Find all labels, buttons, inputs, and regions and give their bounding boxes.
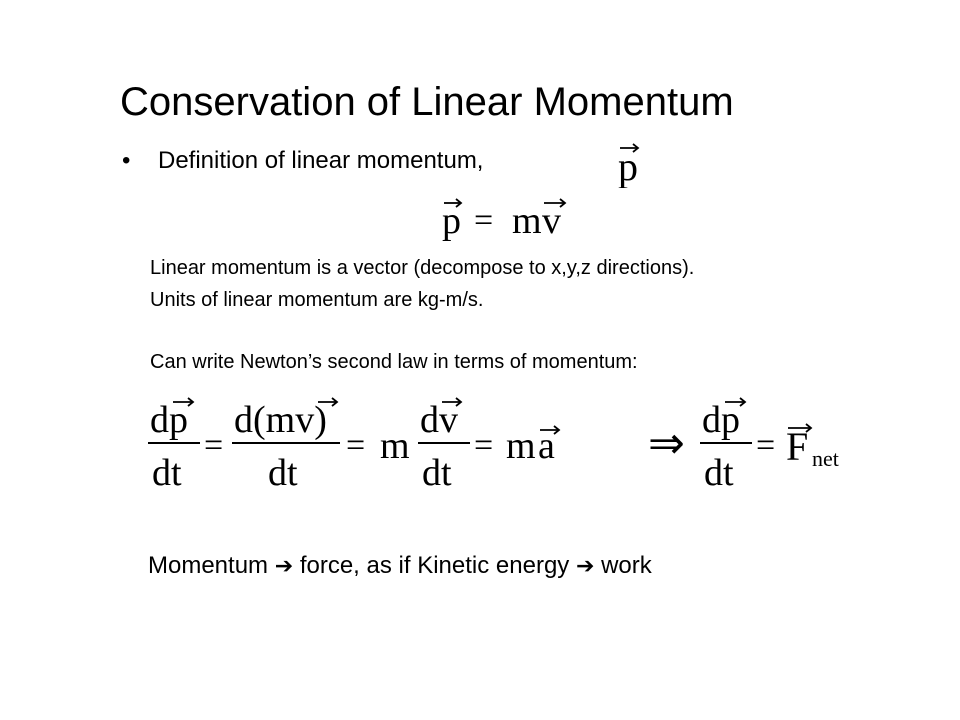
slide-title: Conservation of Linear Momentum xyxy=(120,80,734,124)
frac4-numerator: dp xyxy=(702,399,740,441)
p-symbol: p xyxy=(618,144,638,188)
footer-analogy xyxy=(148,550,652,582)
ma-a: a xyxy=(538,425,555,467)
note-newton: Can write Newton’s second law in terms of momentum: xyxy=(150,351,638,373)
eq-m: m xyxy=(512,200,542,242)
force-F: F xyxy=(786,424,809,469)
momentum-symbol xyxy=(600,138,660,188)
frac3-denominator: dt xyxy=(422,452,452,494)
footer-work: work xyxy=(601,552,652,579)
note-units: Units of linear momentum are kg-m/s. xyxy=(150,289,484,311)
frac1-denominator: dt xyxy=(152,452,182,494)
eq-lhs: p xyxy=(442,200,461,242)
frac4-denominator: dt xyxy=(704,452,734,494)
eq-v: v xyxy=(542,200,561,242)
ma-m: m xyxy=(506,425,536,467)
note-vector: Linear momentum is a vector (decompose to x,y,z directions). xyxy=(150,257,695,279)
bullet-text: Definition of linear momentum, xyxy=(158,147,484,174)
frac2-numerator: d(mv) xyxy=(234,399,327,441)
frac3-numerator: dv xyxy=(420,399,458,441)
footer-force-kinetic: force, as if Kinetic energy xyxy=(299,552,570,579)
equals-3: = xyxy=(474,427,494,464)
frac1-numerator: dp xyxy=(150,399,188,441)
footer-momentum: Momentum xyxy=(148,552,269,579)
mass-m: m xyxy=(380,425,410,467)
newton-equation xyxy=(140,390,850,500)
definition-equation xyxy=(438,195,588,245)
implies-arrow: ⇒ xyxy=(648,419,685,468)
frac2-denominator: dt xyxy=(268,452,298,494)
right-arrow-icon: ➔ xyxy=(274,553,294,578)
right-arrow-icon: ➔ xyxy=(575,553,595,578)
equals-2: = xyxy=(346,427,366,464)
force-subscript: net xyxy=(812,446,839,471)
eq-equals: = xyxy=(474,202,494,239)
equals-4: = xyxy=(756,427,776,464)
bullet-marker: • xyxy=(122,147,131,174)
equals-1: = xyxy=(204,427,224,464)
